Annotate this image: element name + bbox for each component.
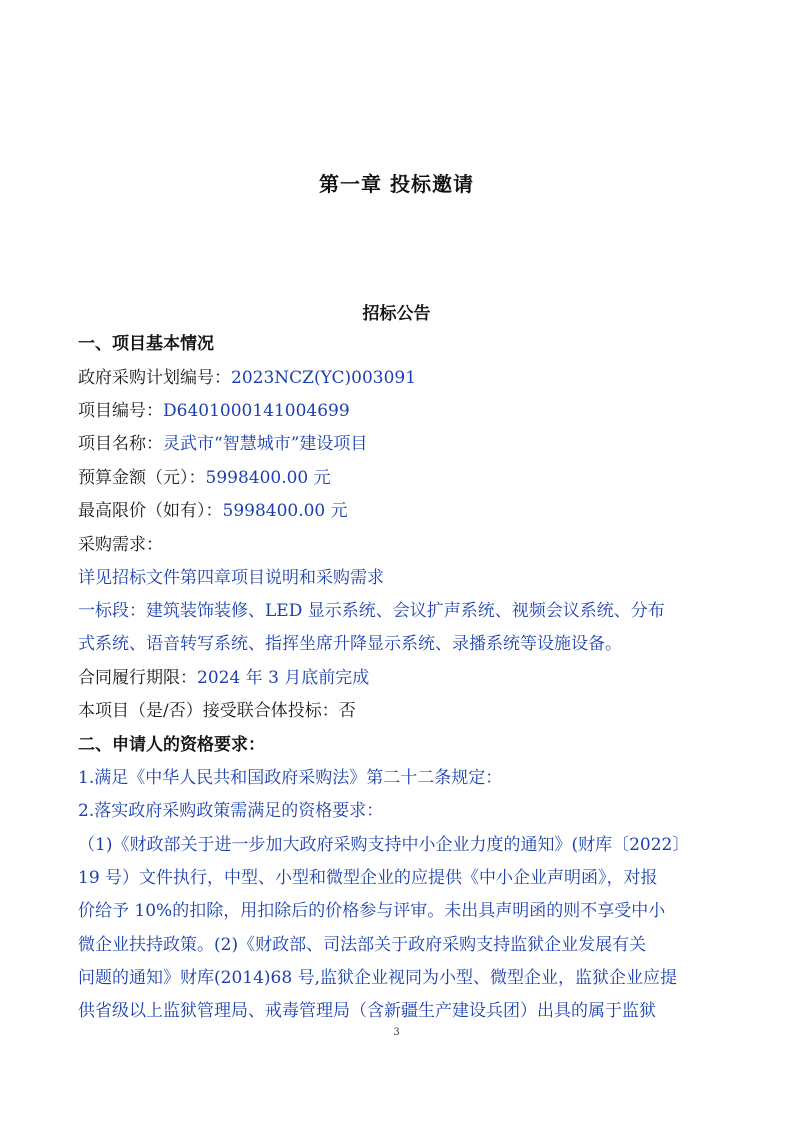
max-price-line <box>78 500 718 522</box>
project-name-value: 灵武市“智慧城市”建设项目 <box>163 434 368 454</box>
project-number-label: 项目编号： <box>78 401 163 421</box>
notice-title: 招标公告 <box>362 304 431 324</box>
consortium-label: 本项目（是/否）接受联合体投标： <box>78 701 339 721</box>
section-heading-qualifications: 二、申请人的资格要求： <box>78 735 265 755</box>
budget-label: 预算金额（元）： <box>78 468 206 488</box>
project-number-value: D6401000141004699 <box>163 401 350 421</box>
section-heading-basic-info: 一、项目基本情况 <box>78 334 214 354</box>
project-name-label: 项目名称： <box>78 434 163 454</box>
page-number: 3 <box>393 1027 400 1038</box>
contract-period-label: 合同履行期限： <box>78 668 197 688</box>
policy-para-line-6: 供省级以上监狱管理局、戒毒管理局（含新疆生产建设兵团）出具的属于监狱 <box>78 1001 656 1021</box>
budget-value: 5998400.00 元 <box>205 468 331 488</box>
chapter-title: 第一章 投标邀请 <box>319 172 474 196</box>
contract-period-line <box>78 667 718 689</box>
policy-para-line-5: 问题的通知》财库(2014)68 号,监狱企业视同为小型、微型企业，监狱企业应提 <box>78 968 677 988</box>
policy-para-line-1: （1)《财政部关于进一步加大政府采购支持中小企业力度的通知》(财库〔2022〕 <box>78 835 690 855</box>
lot1-line-1: 一标段：建筑装饰装修、LED 显示系统、会议扩声系统、视频会议系统、分布 <box>78 601 665 621</box>
budget-line <box>78 467 718 489</box>
project-name-line <box>78 433 718 455</box>
lot1-line-2: 式系统、语音转写系统、指挥坐席升降显示系统、录播系统等设施设备。 <box>78 634 622 654</box>
max-price-value: 5998400.00 元 <box>222 501 348 521</box>
max-price-label: 最高限价（如有）： <box>78 501 223 521</box>
qualification-item-1: 1.满足《中华人民共和国政府采购法》第二十二条规定： <box>78 768 503 788</box>
policy-para-line-4: 微企业扶持政策。(2)《财政部、司法部关于政府采购支持监狱企业发展有关 <box>78 935 647 955</box>
qualification-item-2: 2.落实政府采购政策需满足的资格要求： <box>78 801 384 821</box>
policy-para-line-3: 价给予 10%的扣除，用扣除后的价格参与评审。未出具声明函的则不享受中小 <box>78 901 666 921</box>
consortium-line <box>78 700 718 722</box>
project-number-line <box>78 400 718 422</box>
contract-period-value: 2024 年 3 月底前完成 <box>197 668 370 688</box>
plan-number-label: 政府采购计划编号： <box>78 368 231 388</box>
policy-para-line-2: 19 号）文件执行，中型、小型和微型企业的应提供《中小企业声明函》，对报 <box>78 868 658 888</box>
requirements-label: 采购需求： <box>78 535 163 555</box>
plan-number-line <box>78 367 718 389</box>
requirements-detail: 详见招标文件第四章项目说明和采购需求 <box>78 568 384 588</box>
plan-number-value: 2023NCZ(YC)003091 <box>231 368 417 388</box>
consortium-value: 否 <box>338 701 356 721</box>
